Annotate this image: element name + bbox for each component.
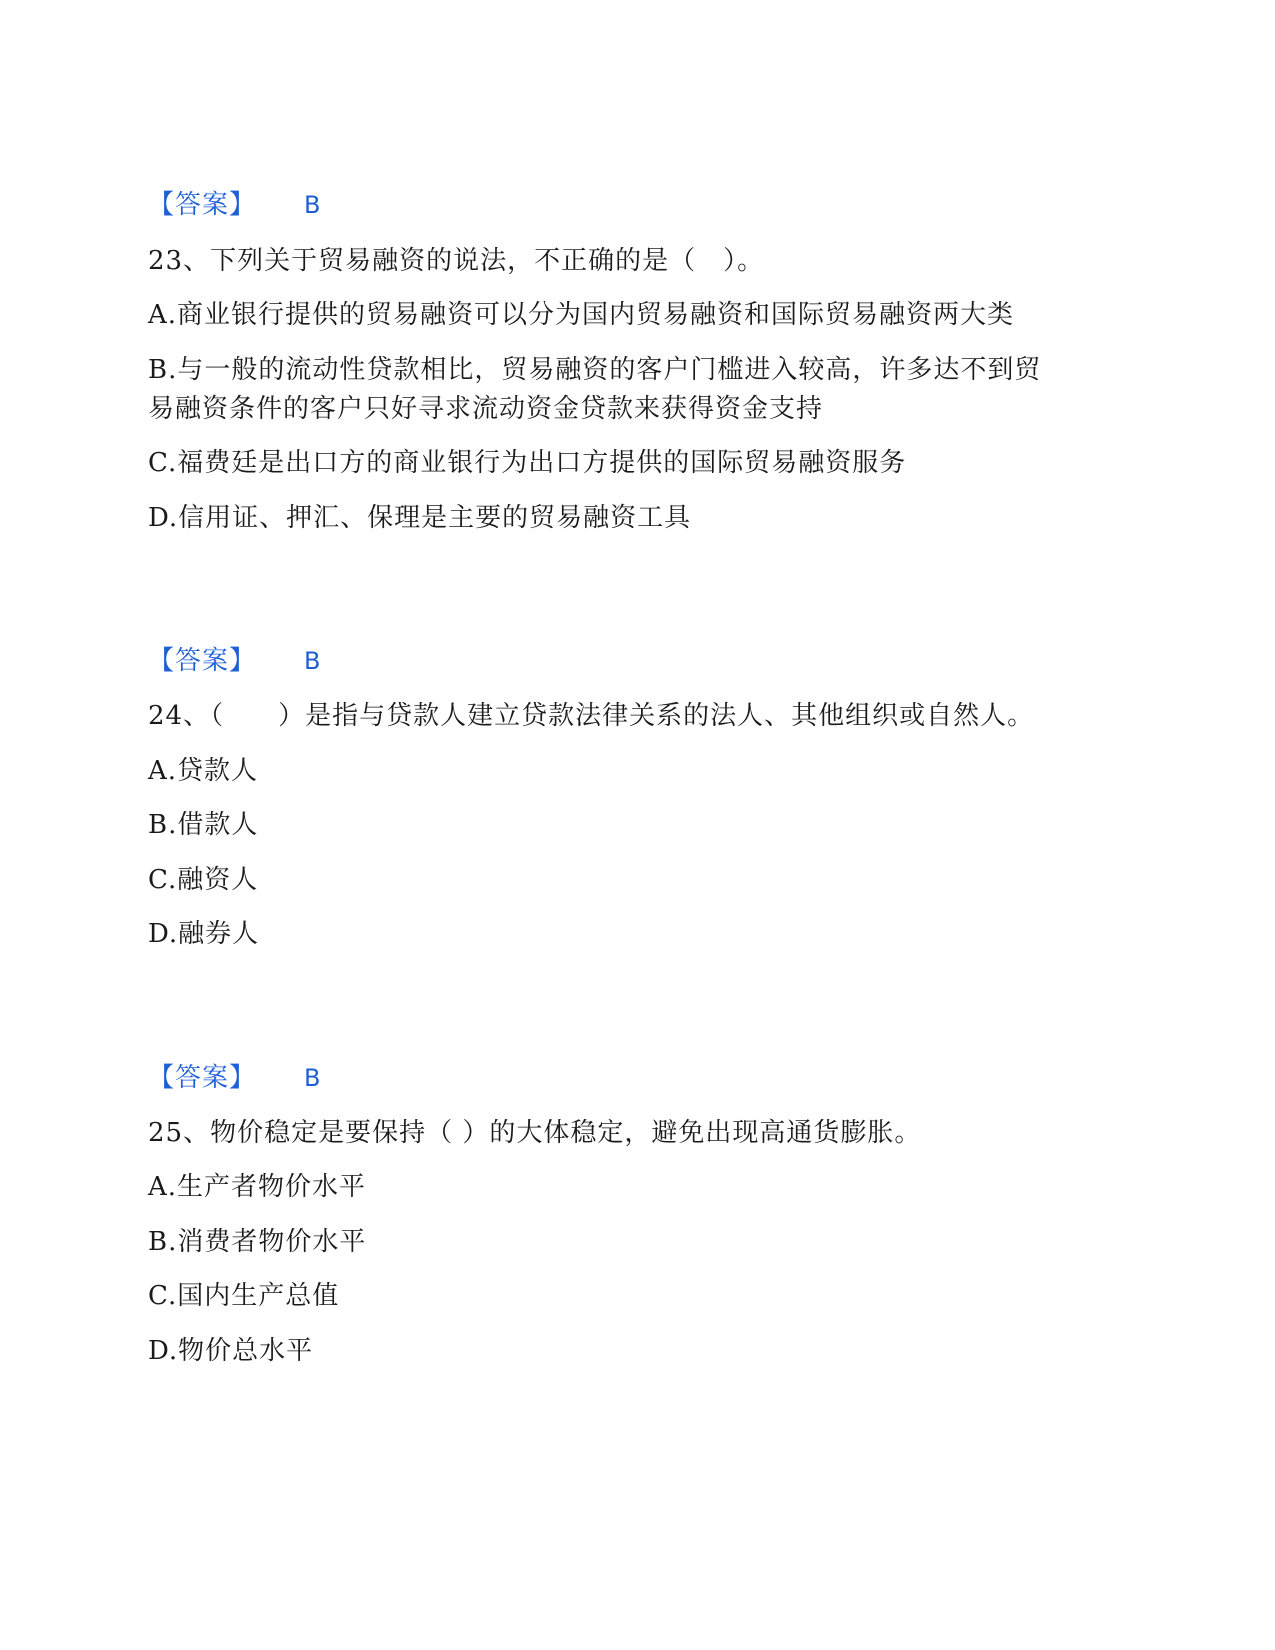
option-d: D.融券人 — [148, 919, 260, 949]
option-d: D.信用证、押汇、保理是主要的贸易融资工具 — [148, 503, 692, 533]
option-a: A.商业银行提供的贸易融资可以分为国内贸易融资和国际贸易融资两大类 — [148, 300, 1015, 330]
option-c: C.福费廷是出口方的商业银行为出口方提供的国际贸易融资服务 — [148, 448, 907, 478]
answer-line — [148, 187, 320, 223]
answer-line — [148, 643, 320, 679]
answer-value: B — [304, 647, 321, 675]
option-b: B.消费者物价水平 — [148, 1227, 367, 1257]
option-b-continued: 易融资条件的客户只好寻求流动资金贷款来获得资金支持 — [148, 394, 824, 424]
question-text: 24、（ ）是指与贷款人建立贷款法律关系的法人、其他组织或自然人。 — [148, 701, 1035, 731]
option-a: A.生产者物价水平 — [148, 1172, 367, 1202]
answer-label: 【答案】 — [148, 646, 257, 676]
option-c: C.国内生产总值 — [148, 1281, 340, 1311]
answer-label: 【答案】 — [148, 190, 257, 220]
option-c: C.融资人 — [148, 865, 259, 895]
option-a: A.贷款人 — [148, 756, 259, 786]
answer-line — [148, 1060, 320, 1096]
question-text: 23、下列关于贸易融资的说法，不正确的是（ ）。 — [148, 246, 765, 276]
answer-label: 【答案】 — [148, 1063, 257, 1093]
option-b: B.借款人 — [148, 810, 259, 840]
answer-value: B — [304, 191, 321, 219]
question-text: 25、物价稳定是要保持（ ）的大体稳定，避免出现高通货膨胀。 — [148, 1118, 922, 1148]
option-b: B.与一般的流动性贷款相比，贸易融资的客户门槛进入较高，许多达不到贸 — [148, 355, 1042, 385]
answer-value: B — [304, 1064, 321, 1092]
option-d: D.物价总水平 — [148, 1336, 314, 1366]
